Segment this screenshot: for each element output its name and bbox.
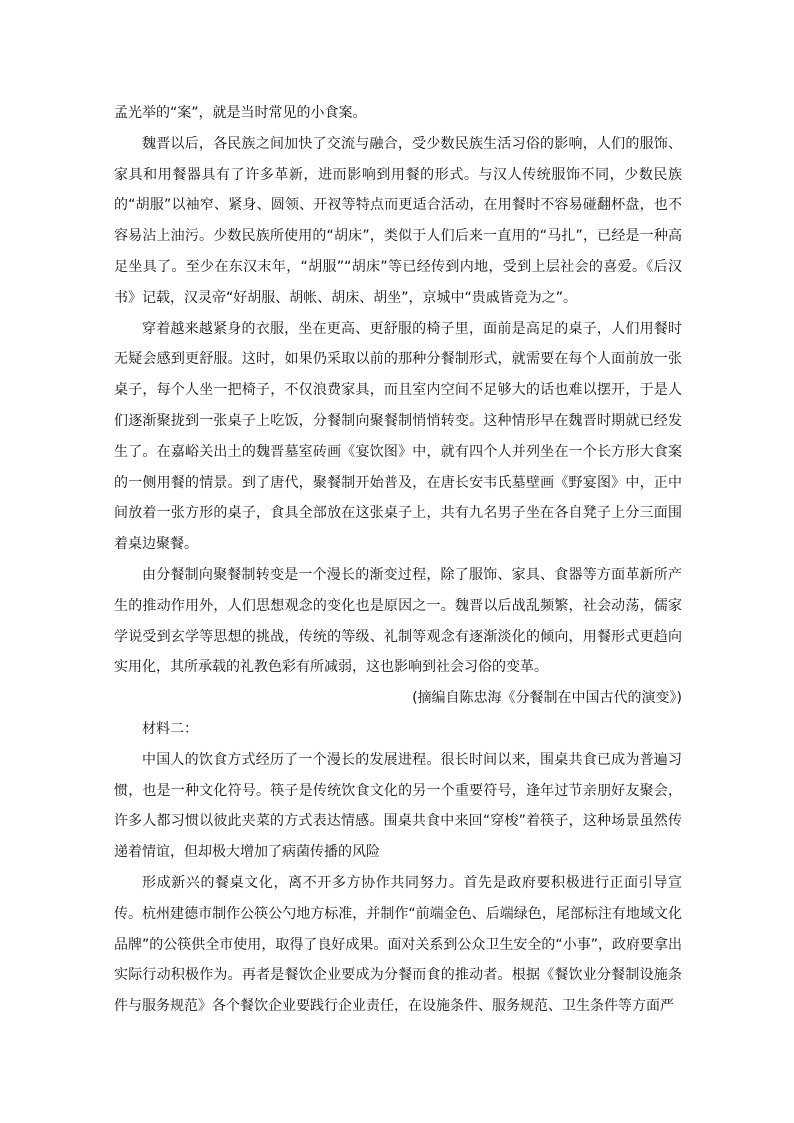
paragraph-wei-jin: 魏晋以后，各民族之间加快了交流与融合，受少数民族生活习俗的影响，人们的服饰、家具和用餐器具有了许多革新，进而影响到用餐的形式。与汉人传统服饰不同，少数民族的“胡服”以袖窄、紧身、圆领、开衩等特点而更适合活动，在用餐时不容易碰翻杯盘，也不容易沾上油污。少数民族所使用的“胡床”，类似于人们后来一直用的“马扎”，已经是一种高足坐具了。至少在东汉末年，“胡服”“胡床”等已经传到内地，受到上层社会的喜爱。《后汉书》记载，汉灵帝“好胡服、胡帐、胡床、胡坐”，京城中“贵戚皆竞为之”。 bbox=[114, 135, 682, 306]
document-page bbox=[114, 98, 682, 1022]
paragraph-new-table-culture: 形成新兴的餐桌文化，离不开多方协作共同努力。首先是政府要积极进行正面引导宣传。杭州建德市制作公筷公勺地方标准，并制作“前端金色、后端绿色，尾部标注有地域文化品牌”的公筷供全市使用，取得了良好成果。面对关系到公众卫生安全的“小事”，政府要拿出实际行动积极作为。再者是餐饮企业要成为分餐而食的推动者。根据《餐饮业分餐制设施条件与服务规范》各个餐饮企业要践行企业责任，在设施条件、服务规范、卫生条件等方面严 bbox=[114, 874, 682, 1015]
paragraph-clothing-furniture: 穿着越来越紧身的衣服，坐在更高、更舒服的椅子里，面前是高足的桌子，人们用餐时无疑会感到更舒服。这时，如果仍采取以前的那种分餐制形式，就需要在每个人面前放一张桌子，每个人坐一把椅子，不仅浪费家具，而且室内空间不足够大的话也难以摆开，于是人们逐渐聚拢到一张桌子上吃饭，分餐制向聚餐制悄悄转变。这种情形早在魏晋时期就已经发生了。在嘉峪关出土的魏晋墓室砖画《宴饮图》中，就有四个人并列坐在一个长方形大食案的一侧用餐的情景。到了唐代，聚餐制开始普及，在唐长安韦氏墓壁画《野宴图》中，正中间放着一张方形的桌子，食具全部放在这张桌子上，共有九名男子坐在各自凳子上分三面围着桌边聚餐。 bbox=[114, 320, 682, 553]
paragraph-dining-habits: 中国人的饮食方式经历了一个漫长的发展进程。很长时间以来，围桌共食已成为普遍习惯，也是一种文化符号。筷子是传统饮食文化的另一个重要符号，逢年过节亲朋好友聚会，许多人都习惯以彼此夹菜的方式表达情感。围桌共食中来回“穿梭”着筷子，这种场景虽然传递着情谊，但却极大增加了病菌传播的风险 bbox=[114, 751, 682, 861]
material-two-heading: 材料二： bbox=[142, 720, 198, 737]
paragraph-gradual-change: 由分餐制向聚餐制转变是一个漫长的渐变过程，除了服饰、家具、食器等方面革新所产生的推动作用外，人们思想观念的变化也是原因之一。魏晋以后战乱频繁，社会动荡，儒家学说受到玄学等思想的挑战，传统的等级、礼制等观念有逐渐淡化的倾向，用餐形式更趋向实用化，其所承载的礼教色彩有所减弱，这也影响到社会习俗的变革。 bbox=[114, 566, 682, 676]
source-citation: (摘编自陈忠海《分餐制在中国古代的演变》) bbox=[412, 690, 682, 707]
paragraph-intro: 孟光举的“案”，就是当时常见的小食案。 bbox=[114, 105, 367, 121]
